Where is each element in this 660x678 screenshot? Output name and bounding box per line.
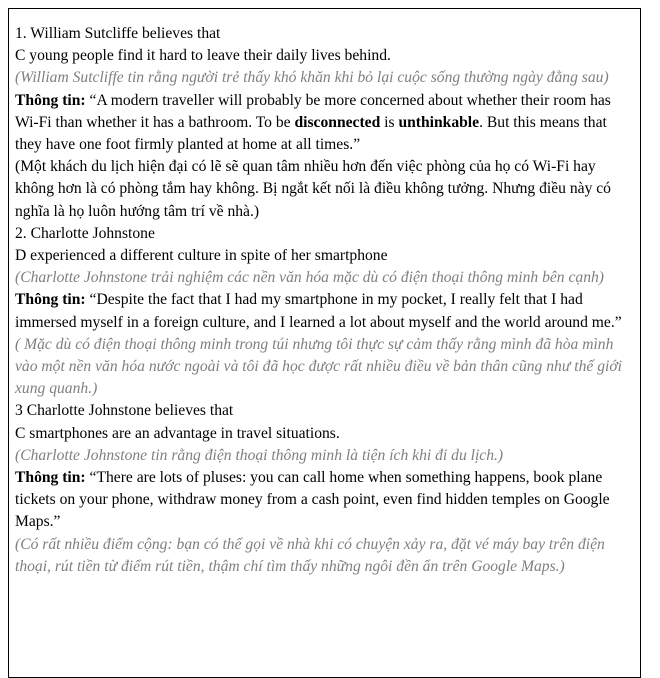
info-label: Thông tin: [15,469,86,487]
question-3: 3 Charlotte Johnstone believes that [15,402,234,420]
info-3-text: “There are lots of pluses: you can call home when something happens, book plane tickets on your phone, withdraw money from a cash point, even find hidden temples on Google Maps.” [15,469,610,531]
info-1-text-c: . But this means that they have one foot firmly planted at home at all times.” [15,113,607,154]
answer-2: D experienced a different culture in spite of her smartphone [15,247,388,265]
info-1-bold-unthinkable: unthinkable [398,113,480,131]
info-label: Thông tin: [15,291,86,309]
info-3 [15,467,636,534]
answer-1-translation: (William Sutcliffe tin rằng người trẻ thấy khó khăn khi bỏ lại cuộc sống thường ngày đằng sau) [15,69,609,87]
info-2-translation: ( Mặc dù có điện thoại thông minh trong túi nhưng tôi thực sự cảm thấy rằng mình đã hòa mình vào một nền văn hóa nước ngoài và tôi đã học được rất nhiều điều về bản thân cũng như thế giới xung quanh.) [15,335,622,398]
answer-1: C young people find it hard to leave their daily lives behind. [15,47,391,65]
question-2: 2. Charlotte Johnstone [15,224,155,242]
answer-3-translation: (Charlotte Johnstone tin rằng điện thoại thông minh là tiện ích khi đi du lịch.) [15,446,504,464]
question-1: 1. William Sutcliffe believes that [15,25,221,42]
info-2 [15,289,636,333]
answer-3: C smartphones are an advantage in travel situations. [15,424,340,442]
info-1-translation: (Một khách du lịch hiện đại có lẽ sẽ quan tâm nhiều hơn đến việc phòng của họ có Wi-Fi hay không hơn là có phòng tắm hay không. Bị ngắt kết nối là điều không tưởng. Nhưng điều này có nghĩa là họ luôn hướng tâm trí về nhà.) [15,158,611,220]
info-2-text: “Despite the fact that I had my smartphone in my pocket, I really felt that I had immersed myself in a foreign culture, and I learned a lot about myself and the world around me.” [15,291,622,331]
info-1-text-b: is [380,113,399,131]
info-1-bold-disconnected: disconnected [294,113,381,131]
info-3-translation: (Có rất nhiều điểm cộng: bạn có thể gọi về nhà khi có chuyện xảy ra, đặt vé máy bay trên điện thoại, rút tiền từ điểm rút tiền, thậm chí tìm thấy những ngôi đền ẩn trên Google Maps.) [15,535,605,575]
info-label: Thông tin: [15,91,86,109]
answer-2-translation: (Charlotte Johnstone trải nghiệm các nền văn hóa mặc dù có điện thoại thông minh bên cạnh) [15,269,604,287]
answer-key-box [8,8,641,678]
answer-key-document [15,23,636,578]
info-1-text-a: “A modern traveller will probably be more concerned about whether their room has Wi-Fi than whether it has a bathroom. To be [15,91,611,131]
info-1 [15,90,636,157]
